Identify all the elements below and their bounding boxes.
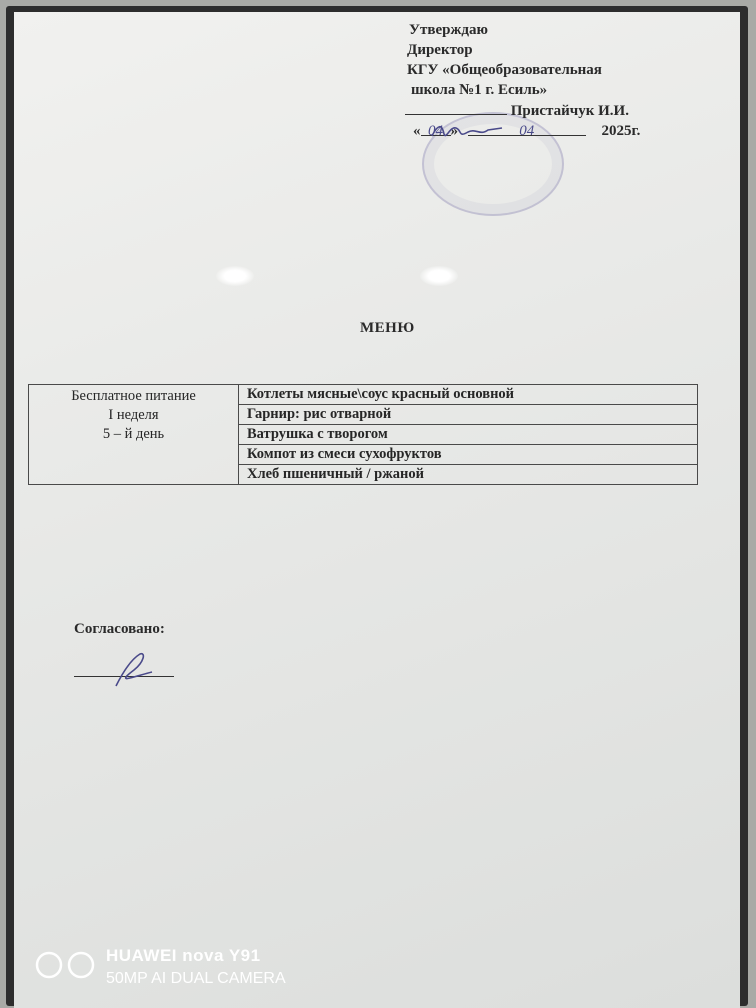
approval-line-4: школа №1 г. Есиль» (411, 82, 548, 98)
approval-signer: Пристайчук И.И. (510, 103, 629, 119)
category-line-2: I неделя (108, 407, 159, 423)
date-day: 04 (421, 121, 451, 136)
category-line-3: 5 – й день (102, 426, 165, 442)
date-close-quote: » (450, 123, 458, 139)
agreed-signature (108, 650, 158, 690)
watermark-camera: 50MP AI DUAL CAMERA (106, 970, 286, 987)
category-cell (29, 385, 239, 485)
date-month: 04 (468, 121, 586, 136)
light-reflection-left (216, 266, 254, 286)
light-reflection-right (420, 266, 458, 286)
approval-signature-line (393, 100, 640, 121)
menu-item: Ватрушка с творогом (239, 425, 698, 445)
agreed-label: Согласовано: (74, 621, 165, 637)
approval-line-3: КГУ «Общеобразовательная (407, 62, 602, 78)
dual-camera-icon (34, 950, 100, 980)
date-year: 2025г. (601, 123, 641, 139)
category-line-1: Бесплатное питание (71, 388, 196, 404)
menu-title: МЕНЮ (360, 320, 415, 336)
menu-item: Котлеты мясные\соус красный основной (239, 385, 698, 405)
document-page (14, 12, 740, 1008)
approval-line-1: Утверждаю (409, 22, 488, 38)
date-open-quote: « (413, 123, 421, 139)
signature-blank (405, 100, 507, 115)
menu-table (28, 384, 698, 485)
menu-item: Хлеб пшеничный / ржаной (239, 465, 698, 485)
watermark-brand: HUAWEI nova Y91 (106, 946, 261, 965)
menu-item: Компот из смеси сухофруктов (239, 445, 698, 465)
table-row (29, 385, 698, 405)
menu-item: Гарнир: рис отварной (239, 405, 698, 425)
approval-line-2: Директор (407, 42, 473, 58)
director-signature (428, 120, 508, 144)
